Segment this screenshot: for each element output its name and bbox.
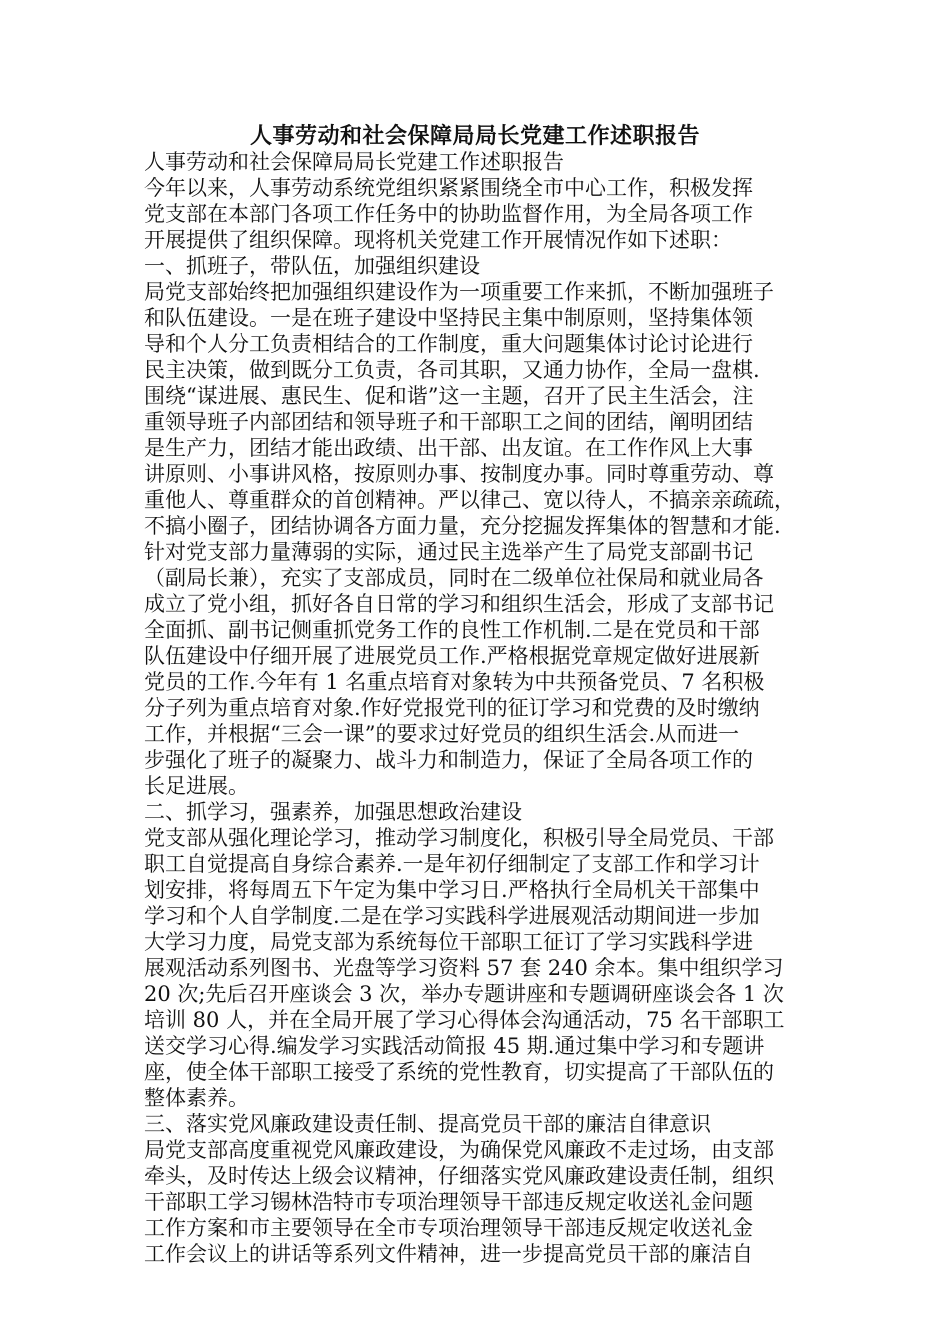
text-line: 工作会议上的讲话等系列文件精神，进一步提高党员干部的廉洁自 — [144, 1242, 753, 1266]
text-line: 和队伍建设。一是在班子建设中坚持民主集中制原则，坚持集体领 — [144, 306, 753, 330]
text-line: 导和个人分工负责相结合的工作制度，重大问题集体讨论讨论进行 — [144, 332, 753, 356]
text-line: 大学习力度，局党支部为系统每位干部职工征订了学习实践科学进 — [144, 930, 753, 954]
text-line: 针对党支部力量薄弱的实际，通过民主选举产生了局党支部副书记 — [144, 540, 753, 564]
document-title: 人事劳动和社会保障局局长党建工作述职报告 — [249, 123, 700, 149]
text-line: 党支部从强化理论学习，推动学习制度化，积极引导全局党员、干部 — [144, 826, 774, 850]
text-line: 全面抓、副书记侧重抓党务工作的良性工作机制.二是在党员和干部 — [144, 618, 760, 642]
section-heading: 三、落实党风廉政建设责任制、提高党员干部的廉洁自律意识 — [144, 1112, 711, 1136]
text-line: 重他人、尊重群众的首创精神。严以律己、宽以待人，不搞亲亲疏疏， — [144, 488, 795, 512]
text-line: 展观活动系列图书、光盘等学习资料 57 套 240 余本。集中组织学习 — [144, 956, 784, 980]
text-line: 重领导班子内部团结和领导班子和干部职工之间的团结，阐明团结 — [144, 410, 753, 434]
text-line: 工作，并根据“三会一课”的要求过好党员的组织生活会.从而进一 — [144, 722, 740, 746]
text-line: 分子列为重点培育对象.作好党报党刊的征订学习和党费的及时缴纳 — [144, 696, 760, 720]
text-line: 学习和个人自学制度.二是在学习实践科学进展观活动期间进一步加 — [144, 904, 760, 928]
text-line: 开展提供了组织保障。现将机关党建工作开展情况作如下述职： — [144, 228, 732, 252]
text-line: 职工自觉提高自身综合素养.一是年初仔细制定了支部工作和学习计 — [144, 852, 760, 876]
text-line: 今年以来，人事劳动系统党组织紧紧围绕全市中心工作，积极发挥 — [144, 176, 753, 200]
text-line: 工作方案和市主要领导在全市专项治理领导干部违反规定收送礼金 — [144, 1216, 753, 1240]
text-line: 步强化了班子的凝聚力、战斗力和制造力，保证了全局各项工作的 — [144, 748, 753, 772]
text-line: 党员的工作.今年有 1 名重点培育对象转为中共预备党员、7 名积极 — [144, 670, 765, 694]
text-line: 党支部在本部门各项工作任务中的协助监督作用，为全局各项工作 — [144, 202, 753, 226]
section-heading: 二、抓学习，强素养，加强思想政治建设 — [144, 800, 522, 824]
text-line: 送交学习心得.编发学习实践活动简报 45 期.通过集中学习和专题讲 — [144, 1034, 765, 1058]
text-line: 讲原则、小事讲风格，按原则办事、按制度办事。同时尊重劳动、尊 — [144, 462, 774, 486]
text-line: 划安排，将每周五下午定为集中学习日.严格执行全局机关干部集中 — [144, 878, 760, 902]
text-line: 整体素养。 — [144, 1086, 249, 1110]
text-line: 围绕“谋进展、惠民生、促和谐”这一主题，召开了民主生活会，注 — [144, 384, 754, 408]
text-line: 不搞小圈子，团结协调各方面力量，充分挖掘发挥集体的智慧和才能. — [144, 514, 781, 538]
text-line: 培训 80 人，并在全局开展了学习心得体会沟通活动，75 名干部职工 — [144, 1008, 785, 1032]
text-line: 座，使全体干部职工接受了系统的党性教育，切实提高了干部队伍的 — [144, 1060, 774, 1084]
document-body — [144, 149, 814, 1267]
text-line: 队伍建设中仔细开展了进展党员工作.严格根据党章规定做好进展新 — [144, 644, 760, 668]
text-line: 20 次;先后召开座谈会 3 次，举办专题讲座和专题调研座谈会各 1 次 — [144, 982, 784, 1006]
text-line: 成立了党小组，抓好各自日常的学习和组织生活会，形成了支部书记 — [144, 592, 774, 616]
section-heading: 一、抓班子，带队伍，加强组织建设 — [144, 254, 480, 278]
text-line: 民主决策，做到既分工负责，各司其职，又通力协作，全局一盘棋. — [144, 358, 760, 382]
text-line: 干部职工学习锡林浩特市专项治理领导干部违反规定收送礼金问题 — [144, 1190, 753, 1214]
text-line: 局党支部高度重视党风廉政建设，为确保党风廉政不走过场，由支部 — [144, 1138, 774, 1162]
text-line: 人事劳动和社会保障局局长党建工作述职报告 — [144, 150, 564, 174]
text-line: 是生产力，团结才能出政绩、出干部、出友谊。在工作作风上大事 — [144, 436, 753, 460]
text-line: （副局长兼），充实了支部成员，同时在二级单位社保局和就业局各 — [144, 566, 764, 590]
text-line: 局党支部始终把加强组织建设作为一项重要工作来抓，不断加强班子 — [144, 280, 774, 304]
text-line: 牵头，及时传达上级会议精神，仔细落实党风廉政建设责任制，组织 — [144, 1164, 774, 1188]
text-line: 长足进展。 — [144, 774, 249, 798]
